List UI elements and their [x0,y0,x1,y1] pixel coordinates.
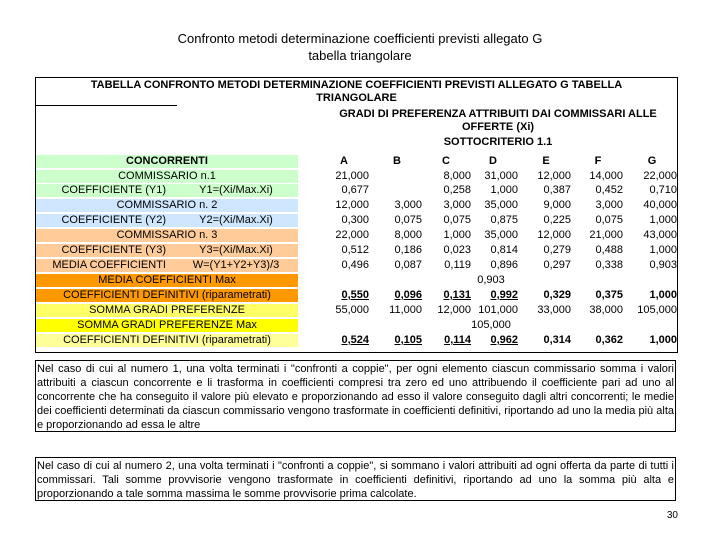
cell: 0,896 [490,259,518,271]
cell: 0,903 [649,259,677,271]
cell: 8,000 [443,170,471,182]
cell: 1,000 [649,244,677,256]
cell: 0,524 [341,334,369,346]
cell: 101,000 [478,304,518,316]
slide-title-line2: tabella triangolare [308,48,412,63]
cell: 12,000 [335,199,369,211]
row-label: COEFFICIENTE (Y2) Y2=(Xi/Max.Xi) [36,214,298,227]
cell: 0,186 [394,244,422,256]
cell: 1,000 [649,289,677,301]
table-row-commissario-3 [36,229,677,242]
table-heading-line2: TRIANGOLARE [316,92,397,104]
preference-grades-heading: GRADI DI PREFERENZA ATTRIBUITI DAI COMMISSARI ALLE OFFERTE (Xi) [339,108,657,133]
cell: 0,105 [394,334,422,346]
cell: 0,903 [477,274,505,286]
cell: 3,000 [443,199,471,211]
cell: 0,452 [595,184,623,196]
cell: 11,000 [389,304,422,316]
row-label: COMMISSARIO n.1 [36,170,298,183]
cell: 0,131 [443,289,471,301]
table-row-media-max [36,274,677,287]
cell: 21,000 [589,229,623,241]
subcriterion-heading: SOTTOCRITERIO 1.1 [443,136,553,148]
cell: 0,375 [595,289,623,301]
col-letter: F [594,155,602,167]
row-label: SOMMA GRADI PREFERENZE [36,304,298,317]
row-label: COEFFICIENTE (Y3) Y3=(Xi/Max.Xi) [36,244,298,257]
header-row [36,155,677,168]
cell: 0,814 [490,244,518,256]
comparison-table [35,77,678,353]
cell: 22,000 [335,229,369,241]
cell: 105,000 [637,304,677,316]
row-label: MEDIA COEFFICIENTI W=(Y1+Y2+Y3)/3 [36,259,298,272]
cell: 0,677 [341,184,369,196]
concorrenti-label: CONCORRENTI [36,155,298,168]
cell: 0,496 [341,259,369,271]
row-label: SOMMA GRADI PREFERENZE Max [36,319,298,332]
table-heading-line1: TABELLA CONFRONTO METODI DETERMINAZIONE COEFFICIENTI PREVISTI ALLEGATO G TABELLA [90,79,623,91]
cell: 1,000 [649,334,677,346]
cell [372,170,422,183]
col-letter: C [442,155,450,167]
cell: 0,075 [394,214,422,226]
row-label: COEFFICIENTI DEFINITIVI (riparametrati) [36,334,298,347]
cell: 55,000 [335,304,369,316]
cell: 0,119 [444,259,471,271]
cell: 0,279 [543,244,571,256]
cell: 0,075 [443,214,471,226]
cell: 21,000 [335,170,369,182]
table-row-somma-gradi [36,304,677,317]
table-row-coefficiente-y3 [36,244,677,257]
slide-title [0,30,720,64]
cell: 0,075 [595,214,623,226]
col-letter: A [340,155,348,167]
row-label: COMMISSARIO n. 2 [36,199,298,212]
cell: 3,000 [394,199,422,211]
page-number: 30 [666,510,678,521]
cell: 35,000 [484,229,518,241]
cell: 0,114 [444,334,471,346]
cell: 31,000 [484,170,518,182]
col-letter: D [489,155,497,167]
cell: 0,710 [649,184,677,196]
cell: 14,000 [589,170,623,182]
table-row-coefficiente-y2 [36,214,677,227]
cell: 0,225 [543,214,571,226]
cell: 1,000 [649,214,677,226]
col-letter: E [542,155,550,167]
cell: 22,000 [643,170,677,182]
table-row-media-coefficienti [36,259,677,272]
explanation-note-1: Nel caso di cui al numero 1, una volta terminati i "confronti a coppie", per ogni elemento ciascun commissario somma i valori attribuiti a ciascun concorrente e li trasforma in coefficienti compresi tra zero ed uno attribuendo il coefficiente pari ad uno al concorrente che ha conseguito il valore più elevato e proporzionando ad esso il valore conseguito dagli altri concorrenti; le medie dei coefficienti determinati da ciascun commissario vengono trasformate in coefficienti definitivi, riportando ad uno la media più alta e proporzionando ad essa le altre [35,360,676,432]
cell: 0,023 [443,244,471,256]
table-row-coefficiente-y1 [36,184,677,197]
cell: 105,000 [471,319,511,331]
row-label: MEDIA COEFFICIENTI Max [36,274,298,287]
cell: 12,000 [437,304,471,316]
heading-underline [36,105,177,106]
cell: 0,362 [595,334,623,346]
cell: 9,000 [543,199,571,211]
cell: 0,875 [490,214,518,226]
cell: 3,000 [595,199,623,211]
cell: 0,992 [490,289,518,301]
cell: 40,000 [643,199,677,211]
cell: 0,314 [543,334,571,346]
cell: 35,000 [484,199,518,211]
explanation-note-2: Nel caso di cui al numero 2, una volta terminati i "confronti a coppie", si sommano i valori attribuiti ad ogni offerta da parte di tutti i commissari. Tali somme provvisorie vengono trasformate in coefficienti definitivi, riportando ad uno la somma più alta e proporzionando a tale somma massima le somme provvisorie prima calcolate. [35,457,676,501]
cell: 0,488 [595,244,623,256]
cell: 0,258 [443,184,471,196]
cell [372,184,422,197]
row-label: COEFFICIENTE (Y1) Y1=(Xi/Max.Xi) [36,184,298,197]
cell: 0,512 [341,244,369,256]
cell: 0,096 [394,289,422,301]
cell: 38,000 [589,304,623,316]
row-label: COMMISSARIO n. 3 [36,229,298,242]
cell: 12,000 [537,170,571,182]
col-letter: B [393,155,401,167]
table-row-commissario-2 [36,199,677,212]
table-row-coefficienti-definitivi-2 [36,334,677,347]
table-row-coefficienti-definitivi-1 [36,289,677,302]
table-row-somma-max [36,319,677,332]
cell: 12,000 [537,229,571,241]
cell: 0,550 [341,289,369,301]
cell: 0,297 [543,259,571,271]
cell: 0,962 [490,334,518,346]
cell: 0,087 [394,259,422,271]
cell: 0,387 [543,184,571,196]
slide-title-line1: Confronto metodi determinazione coefficienti previsti allegato G [177,31,543,46]
cell: 1,000 [443,229,471,241]
cell: 1,000 [490,184,518,196]
cell: 43,000 [643,229,677,241]
cell: 0,329 [543,289,571,301]
row-label: COEFFICIENTI DEFINITIVI (riparametrati) [36,289,298,302]
cell: 33,000 [537,304,571,316]
cell: 8,000 [394,229,422,241]
col-letter: G [647,155,657,167]
table-row-commissario-1 [36,170,677,183]
cell: 0,300 [341,214,369,226]
cell: 0,338 [595,259,623,271]
